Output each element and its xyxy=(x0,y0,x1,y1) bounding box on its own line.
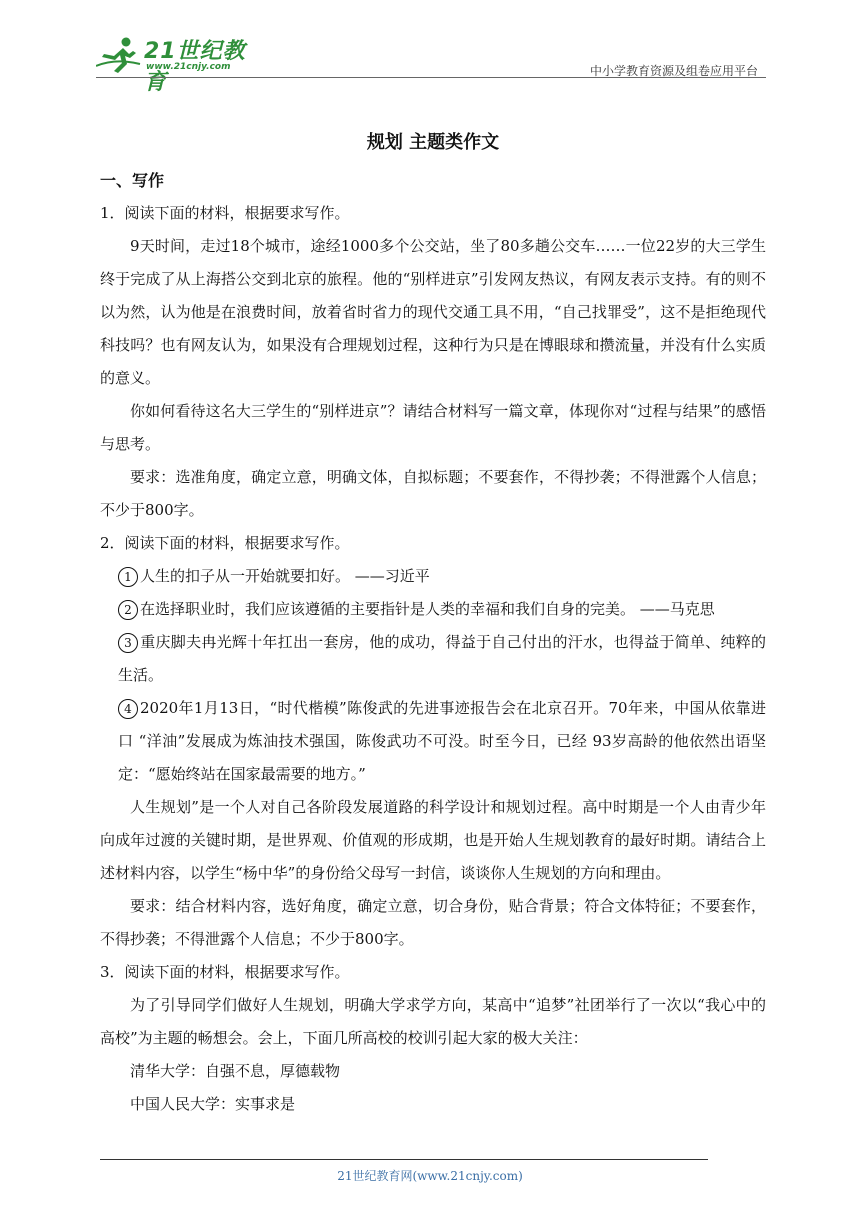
q1-requirements: 要求：选准角度，确定立意，明确文体，自拟标题；不要套作，不得抄袭；不得泄露个人信息；不少于800字。 xyxy=(100,468,766,519)
q2-material-4 xyxy=(100,692,766,791)
q2-paragraph-1: 人生规划”是一个人对自己各阶段发展道路的科学设计和规划过程。高中时期是一个人由青少年向成年过渡的关键时期，是世界观、价值观的形成期，也是开始人生规划教育的最好时期。请结合上述材料内容，以学生“杨中华”的身份给父母写一封信，谈谈你人生规划的方向和理由。 xyxy=(100,798,766,882)
platform-tagline: 中小学教育资源及组卷应用平台 xyxy=(589,64,758,78)
q1-paragraph-1: 9天时间，走过18个城市，途经1000多个公交站，坐了80多趟公交车……一位22岁的大三学生终于完成了从上海搭公交到北京的旅程。他的“别样进京”引发网友热议，有网友表示支持。有的则不以为然，认为他是在浪费时间，放着省时省力的现代交通工具不用，“自己找罪受”，这不是拒绝现代科技吗？也有网友认为，如果没有合理规划过程，这种行为只是在博眼球和攒流量，并没有什么实质的意义。 xyxy=(100,237,766,387)
document-body xyxy=(100,128,766,1121)
circled-number-3: 3 xyxy=(118,633,138,653)
page-title: 规划 主题类作文 xyxy=(366,132,500,153)
logo-url: www.21cnjy.com xyxy=(146,62,231,72)
circled-number-2: 2 xyxy=(118,600,138,620)
section-heading: 一、写作 xyxy=(100,171,165,190)
q3-intro: 3．阅读下面的材料，根据要求写作。 xyxy=(100,963,350,981)
q2-material-3 xyxy=(100,626,766,692)
q2-material-4-text: 2020年1月13日，“时代楷模”陈俊武的先进事迹报告会在北京召开。70年来，中国从依靠进口 “洋油”发展成为炼油技术强国，陈俊武功不可没。时至今日，已经 93岁高龄的他依然出语坚定：“愿始终站在国家最需要的地方。” xyxy=(118,699,766,783)
q1-paragraph-2: 你如何看待这名大三学生的“别样进京”？请结合材料写一篇文章，体现你对“过程与结果”的感悟与思考。 xyxy=(100,402,766,453)
q2-material-1 xyxy=(100,560,766,593)
q2-material-1-text: 人生的扣子从一开始就要扣好。 ——习近平 xyxy=(140,567,430,585)
runner-logo-icon xyxy=(96,36,142,74)
footer-divider xyxy=(100,1159,708,1160)
circled-number-1: 1 xyxy=(118,567,138,587)
q3-school-2: 中国人民大学：实事求是 xyxy=(130,1095,296,1113)
q2-material-2-text: 在选择职业时，我们应该遵循的主要指针是人类的幸福和我们自身的完美。 ——马克思 xyxy=(140,600,715,618)
q3-paragraph-1: 为了引导同学们做好人生规划，明确大学求学方向，某高中“追梦”社团举行了一次以“我心中的高校”为主题的畅想会。会上，下面几所高校的校训引起大家的极大关注： xyxy=(100,996,766,1047)
page-footer: 21世纪教育网(www.21cnjy.com) xyxy=(337,1169,523,1183)
circled-number-4: 4 xyxy=(118,699,138,719)
q2-intro: 2．阅读下面的材料，根据要求写作。 xyxy=(100,534,350,552)
logo xyxy=(96,30,266,95)
header-divider xyxy=(96,77,766,78)
q2-material-3-text: 重庆脚夫冉光辉十年扛出一套房，他的成功，得益于自己付出的汗水，也得益于简单、纯粹的生活。 xyxy=(118,633,766,684)
q2-requirements: 要求：结合材料内容，选好角度，确定立意，切合身份，贴合背景；符合文体特征；不要套作，不得抄袭；不得泄露个人信息；不少于800字。 xyxy=(100,897,766,948)
logo-text: 21世纪教育 xyxy=(144,39,246,95)
q2-material-2 xyxy=(100,593,766,626)
page-header xyxy=(96,30,766,95)
q1-intro: 1．阅读下面的材料，根据要求写作。 xyxy=(100,204,350,222)
q3-school-1: 清华大学：自强不息，厚德载物 xyxy=(130,1062,341,1080)
